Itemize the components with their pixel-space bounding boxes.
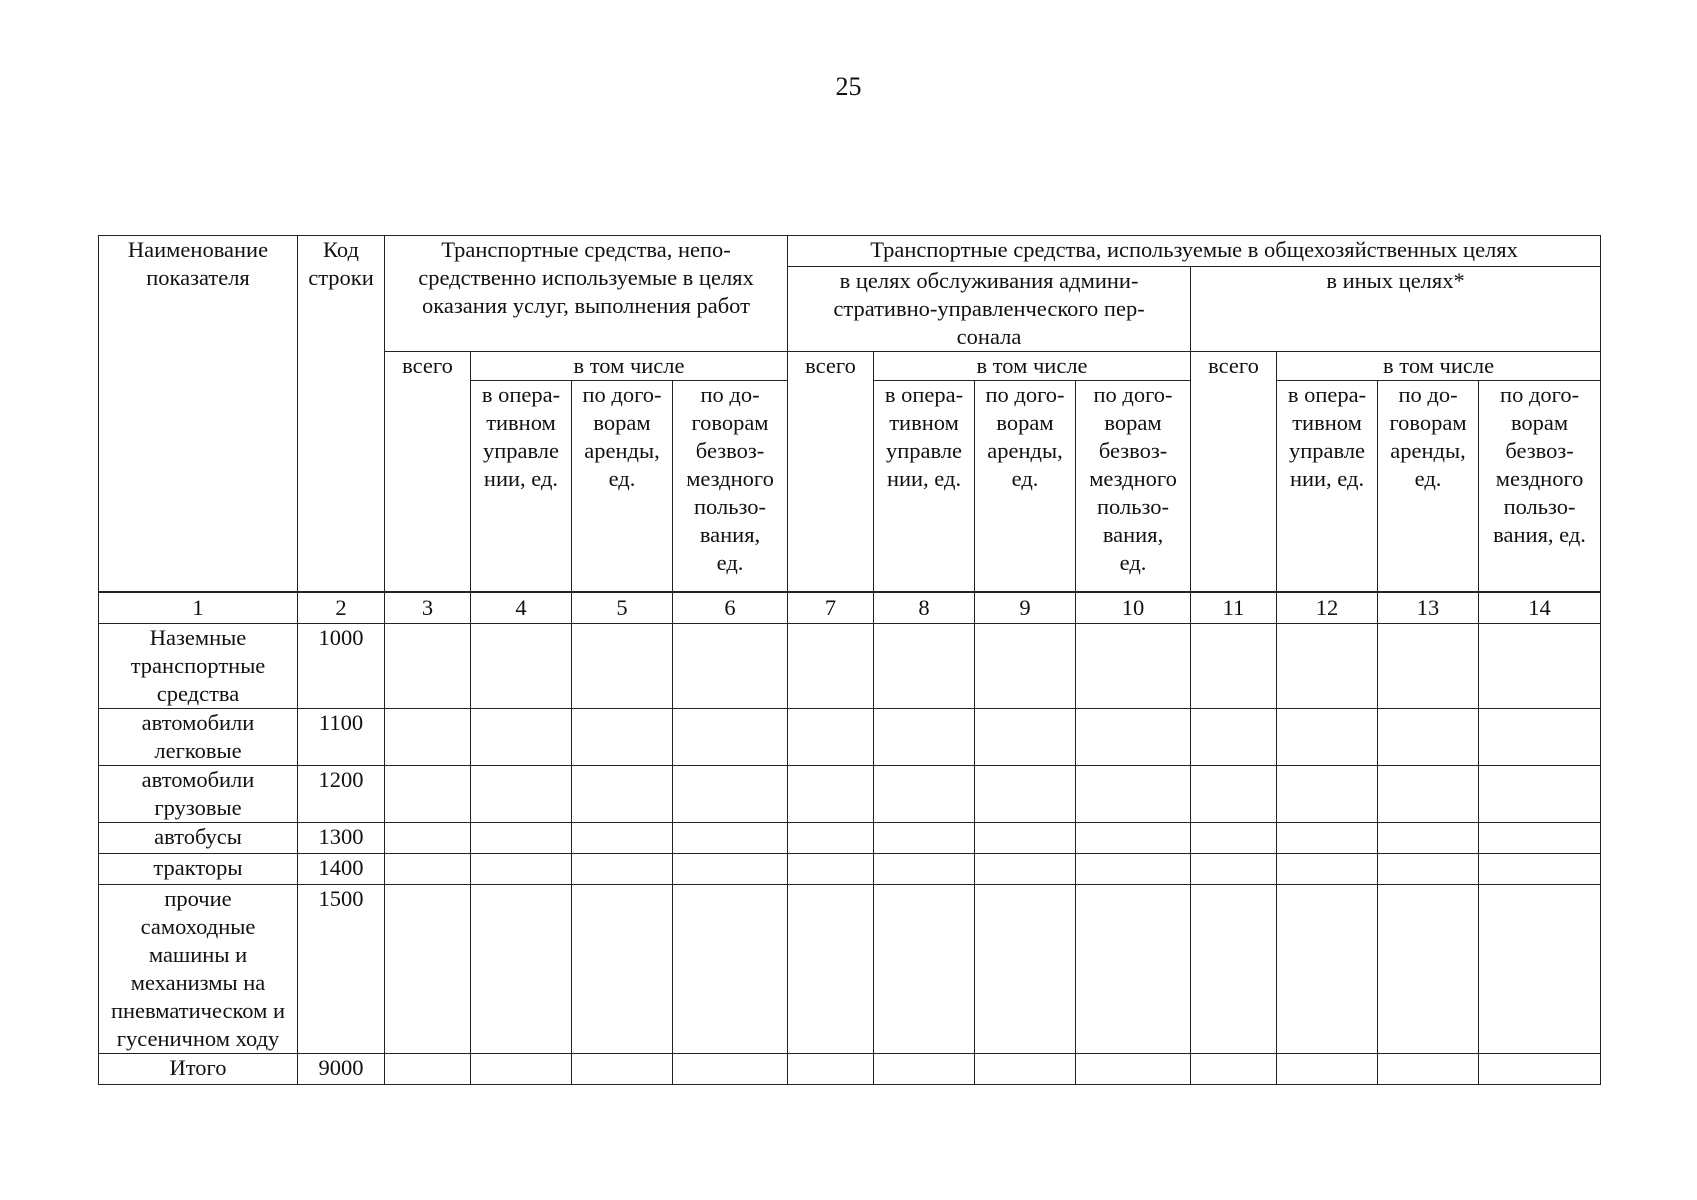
data-cell[interactable] [1479, 766, 1601, 823]
table-row [99, 709, 1601, 766]
data-cell[interactable] [975, 766, 1076, 823]
data-cell[interactable] [1378, 624, 1479, 709]
data-cell[interactable] [874, 885, 975, 1054]
row-code: 1400 [298, 854, 385, 885]
header-admin-free-use: по дого- ворам безвоз- мездного пользо- вания, ед. [1076, 381, 1191, 593]
data-cell[interactable] [1191, 823, 1277, 854]
column-number: 3 [385, 592, 471, 624]
data-cell[interactable] [1191, 709, 1277, 766]
data-cell[interactable] [788, 854, 874, 885]
data-cell[interactable] [385, 823, 471, 854]
data-cell[interactable] [1076, 854, 1191, 885]
data-cell[interactable] [1277, 1054, 1378, 1085]
data-cell[interactable] [1378, 1054, 1479, 1085]
data-cell[interactable] [385, 1054, 471, 1085]
row-name: тракторы [99, 854, 298, 885]
column-number: 7 [788, 592, 874, 624]
row-code: 9000 [298, 1054, 385, 1085]
data-cell[interactable] [1277, 766, 1378, 823]
data-cell[interactable] [874, 624, 975, 709]
data-cell[interactable] [1191, 766, 1277, 823]
row-name: автомобили легковые [99, 709, 298, 766]
row-name: автомобили грузовые [99, 766, 298, 823]
data-cell[interactable] [1076, 823, 1191, 854]
column-number: 2 [298, 592, 385, 624]
data-cell[interactable] [673, 709, 788, 766]
data-cell[interactable] [1479, 1054, 1601, 1085]
header-incl-admin: в том числе [874, 352, 1191, 381]
header-total-other: всего [1191, 352, 1277, 593]
data-cell[interactable] [572, 1054, 673, 1085]
column-number-row [99, 592, 1601, 624]
data-cell[interactable] [1378, 709, 1479, 766]
data-cell[interactable] [788, 766, 874, 823]
column-number: 1 [99, 592, 298, 624]
data-cell[interactable] [471, 823, 572, 854]
data-cell[interactable] [471, 885, 572, 1054]
data-cell[interactable] [788, 885, 874, 1054]
data-cell[interactable] [1076, 709, 1191, 766]
header-direct-free-use: по до- говорам безвоз- мездного пользо- вания, ед. [673, 381, 788, 593]
data-cell[interactable] [385, 885, 471, 1054]
data-cell[interactable] [673, 1054, 788, 1085]
row-code: 1000 [298, 624, 385, 709]
data-cell[interactable] [1191, 854, 1277, 885]
data-cell[interactable] [673, 766, 788, 823]
data-cell[interactable] [874, 854, 975, 885]
header-direct-lease: по дого- ворам аренды, ед. [572, 381, 673, 593]
data-cell[interactable] [572, 823, 673, 854]
header-other-lease: по до- говорам аренды, ед. [1378, 381, 1479, 593]
data-cell[interactable] [1076, 766, 1191, 823]
data-cell[interactable] [1076, 885, 1191, 1054]
header-other-free-use: по дого- ворам безвоз- мездного пользо- вания, ед. [1479, 381, 1601, 593]
data-cell[interactable] [1277, 709, 1378, 766]
column-number: 9 [975, 592, 1076, 624]
data-cell[interactable] [1479, 885, 1601, 1054]
row-name: прочие самоходные машины и механизмы на пневматическом и гусеничном ходу [99, 885, 298, 1054]
header-group-general: Транспортные средства, используемые в общехозяйственных целях [788, 236, 1601, 267]
data-cell[interactable] [1277, 823, 1378, 854]
data-cell[interactable] [1076, 1054, 1191, 1085]
data-cell[interactable] [1479, 624, 1601, 709]
header-total-direct: всего [385, 352, 471, 593]
header-sub-admin: в целях обслуживания админи- стративно-управленческого пер- сонала [788, 267, 1191, 352]
header-indicator-name: Наименование показателя [99, 236, 298, 593]
table-row [99, 854, 1601, 885]
data-cell[interactable] [1378, 885, 1479, 1054]
vehicles-form-table [98, 235, 1601, 1085]
data-cell[interactable] [471, 624, 572, 709]
data-cell[interactable] [385, 766, 471, 823]
data-cell[interactable] [874, 766, 975, 823]
data-cell[interactable] [975, 624, 1076, 709]
row-code: 1200 [298, 766, 385, 823]
row-code: 1300 [298, 823, 385, 854]
data-cell[interactable] [975, 1054, 1076, 1085]
table-row [99, 823, 1601, 854]
header-other-operational: в опера- тивном управле нии, ед. [1277, 381, 1378, 593]
data-cell[interactable] [471, 709, 572, 766]
data-cell[interactable] [673, 823, 788, 854]
data-cell[interactable] [1479, 854, 1601, 885]
header-incl-direct: в том числе [471, 352, 788, 381]
header-sub-other: в иных целях* [1191, 267, 1601, 352]
column-number: 10 [1076, 592, 1191, 624]
table-row [99, 624, 1601, 709]
data-cell[interactable] [572, 624, 673, 709]
data-cell[interactable] [1378, 854, 1479, 885]
data-cell[interactable] [788, 823, 874, 854]
column-number: 6 [673, 592, 788, 624]
data-cell[interactable] [1076, 624, 1191, 709]
data-cell[interactable] [471, 766, 572, 823]
data-cell[interactable] [975, 885, 1076, 1054]
data-cell[interactable] [1191, 624, 1277, 709]
column-number: 8 [874, 592, 975, 624]
row-name: автобусы [99, 823, 298, 854]
data-cell[interactable] [975, 854, 1076, 885]
data-cell[interactable] [673, 854, 788, 885]
header-incl-other: в том числе [1277, 352, 1601, 381]
row-name: Наземные транспортные средства [99, 624, 298, 709]
column-number: 14 [1479, 592, 1601, 624]
row-code: 1500 [298, 885, 385, 1054]
data-cell[interactable] [1378, 823, 1479, 854]
data-cell[interactable] [385, 854, 471, 885]
header-row-code: Код строки [298, 236, 385, 593]
data-cell[interactable] [1479, 709, 1601, 766]
page-number: 25 [835, 72, 862, 101]
data-cell[interactable] [874, 823, 975, 854]
column-number: 11 [1191, 592, 1277, 624]
data-cell[interactable] [385, 624, 471, 709]
data-cell[interactable] [572, 885, 673, 1054]
data-cell[interactable] [572, 766, 673, 823]
header-admin-operational: в опера- тивном управле нии, ед. [874, 381, 975, 593]
table-row [99, 766, 1601, 823]
column-number: 4 [471, 592, 572, 624]
column-number: 5 [572, 592, 673, 624]
header-total-admin: всего [788, 352, 874, 593]
table-row [99, 885, 1601, 1054]
data-cell[interactable] [788, 624, 874, 709]
row-name: Итого [99, 1054, 298, 1085]
data-cell[interactable] [385, 709, 471, 766]
data-cell[interactable] [874, 1054, 975, 1085]
data-cell[interactable] [874, 709, 975, 766]
data-cell[interactable] [673, 624, 788, 709]
column-number: 12 [1277, 592, 1378, 624]
data-cell[interactable] [471, 1054, 572, 1085]
data-cell[interactable] [1277, 885, 1378, 1054]
row-code: 1100 [298, 709, 385, 766]
data-cell[interactable] [1479, 823, 1601, 854]
data-cell[interactable] [673, 885, 788, 1054]
header-group-direct: Транспортные средства, непо- средственно используемые в целях оказания услуг, выполнения работ [385, 236, 788, 352]
column-number: 13 [1378, 592, 1479, 624]
data-cell[interactable] [975, 709, 1076, 766]
data-cell[interactable] [1277, 854, 1378, 885]
data-cell[interactable] [1378, 766, 1479, 823]
data-cell[interactable] [572, 854, 673, 885]
data-cell[interactable] [975, 823, 1076, 854]
header-direct-operational: в опера- тивном управле нии, ед. [471, 381, 572, 593]
header-admin-lease: по дого- ворам аренды, ед. [975, 381, 1076, 593]
data-cell[interactable] [1277, 624, 1378, 709]
data-cell[interactable] [572, 709, 673, 766]
data-cell[interactable] [471, 854, 572, 885]
table-row [99, 1054, 1601, 1085]
data-cell[interactable] [788, 1054, 874, 1085]
data-cell[interactable] [1191, 885, 1277, 1054]
data-cell[interactable] [1191, 1054, 1277, 1085]
data-cell[interactable] [788, 709, 874, 766]
